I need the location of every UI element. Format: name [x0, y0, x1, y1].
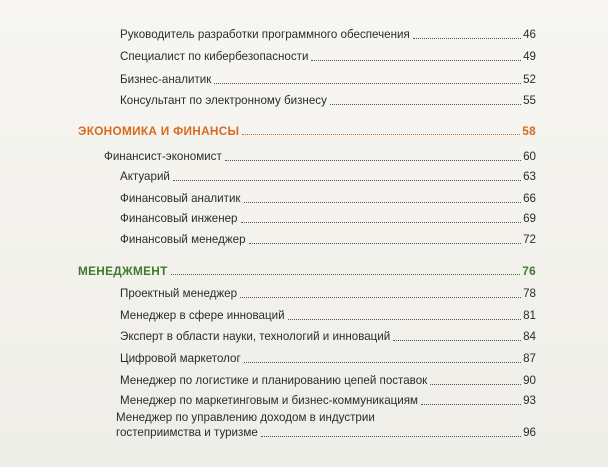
dot-leader — [242, 133, 520, 135]
toc-entry[interactable] — [120, 28, 536, 42]
entry-page-number: 87 — [523, 352, 536, 365]
dot-leader — [225, 159, 521, 161]
entry-page-number: 52 — [523, 73, 536, 86]
entry-label-line1: Менеджер по управлению доходом в индустрии — [116, 411, 375, 424]
entry-label: Менеджер по маркетинговым и бизнес-коммуникациям — [120, 394, 419, 407]
entry-label: Финансист-экономист — [104, 150, 222, 163]
entry-label: Бизнес-аналитик — [120, 73, 212, 86]
section-title: МЕНЕДЖМЕНТ — [78, 264, 168, 278]
toc-entry[interactable] — [120, 309, 536, 323]
toc-entry[interactable] — [120, 212, 536, 226]
entry-label: Проектный менеджер — [120, 287, 238, 300]
toc-entry-multiline[interactable] — [116, 410, 536, 440]
entry-page-number: 49 — [523, 50, 536, 63]
dot-leader — [413, 37, 521, 39]
entry-label: Специалист по кибербезопасности — [120, 50, 309, 63]
toc-entry[interactable] — [120, 50, 536, 64]
dot-leader — [244, 361, 521, 363]
dot-leader — [288, 318, 522, 320]
entry-page-number: 55 — [523, 94, 536, 107]
section-page-number: 76 — [522, 264, 536, 278]
entry-page-number: 60 — [523, 150, 536, 163]
dot-leader — [311, 59, 521, 61]
entry-label: Цифровой маркетолог — [120, 352, 241, 365]
toc-entry[interactable] — [120, 94, 536, 108]
entry-label: Финансовый аналитик — [120, 192, 241, 205]
entry-label: Эксперт в области науки, технологий и инноваций — [120, 330, 391, 343]
dot-leader — [249, 242, 522, 244]
entry-label-line2: гостеприимства и туризме — [116, 426, 258, 439]
dot-leader — [171, 273, 521, 275]
toc-entry[interactable] — [120, 170, 536, 184]
dot-leader — [430, 383, 521, 385]
section-title: ЭКОНОМИКА И ФИНАНСЫ — [78, 124, 240, 138]
dot-leader — [244, 201, 522, 203]
section-heading-management[interactable] — [78, 264, 536, 278]
toc-entry[interactable] — [120, 394, 536, 408]
dot-leader — [214, 82, 521, 84]
toc-entry[interactable] — [120, 287, 536, 301]
toc-entry[interactable] — [120, 73, 536, 87]
dot-leader — [393, 339, 521, 341]
dot-leader — [241, 221, 522, 223]
entry-page-number: 63 — [523, 170, 536, 183]
entry-label: Финансовый инженер — [120, 212, 238, 225]
entry-page-number: 81 — [523, 309, 536, 322]
entry-page-number: 90 — [523, 374, 536, 387]
toc-entry[interactable] — [120, 233, 536, 247]
entry-label: Финансовый менеджер — [120, 233, 246, 246]
entry-page-number: 69 — [523, 212, 536, 225]
entry-page-number: 46 — [523, 28, 536, 41]
dot-leader — [240, 296, 521, 298]
toc-entry[interactable] — [120, 374, 536, 388]
dot-leader — [261, 435, 521, 437]
dot-leader — [421, 403, 521, 405]
dot-leader — [330, 103, 521, 105]
entry-label: Менеджер в сфере инноваций — [120, 309, 285, 322]
toc-entry[interactable] — [120, 192, 536, 206]
toc-entry[interactable] — [104, 150, 536, 164]
entry-page-number: 66 — [523, 192, 536, 205]
entry-line2 — [116, 425, 536, 440]
section-page-number: 58 — [522, 124, 536, 138]
entry-label: Консультант по электронному бизнесу — [120, 94, 327, 107]
entry-page-number: 78 — [523, 287, 536, 300]
toc-entry[interactable] — [120, 330, 536, 344]
entry-label: Менеджер по логистике и планированию цепей поставок — [120, 374, 428, 387]
dot-leader — [173, 179, 521, 181]
toc-entry[interactable] — [120, 352, 536, 366]
entry-label: Актуарий — [120, 170, 170, 183]
entry-page-number: 93 — [523, 394, 536, 407]
entry-label: Руководитель разработки программного обеспечения — [120, 28, 410, 41]
entry-page-number: 96 — [523, 426, 536, 439]
entry-page-number: 72 — [523, 233, 536, 246]
section-heading-finance[interactable] — [78, 124, 536, 138]
entry-page-number: 84 — [523, 330, 536, 343]
